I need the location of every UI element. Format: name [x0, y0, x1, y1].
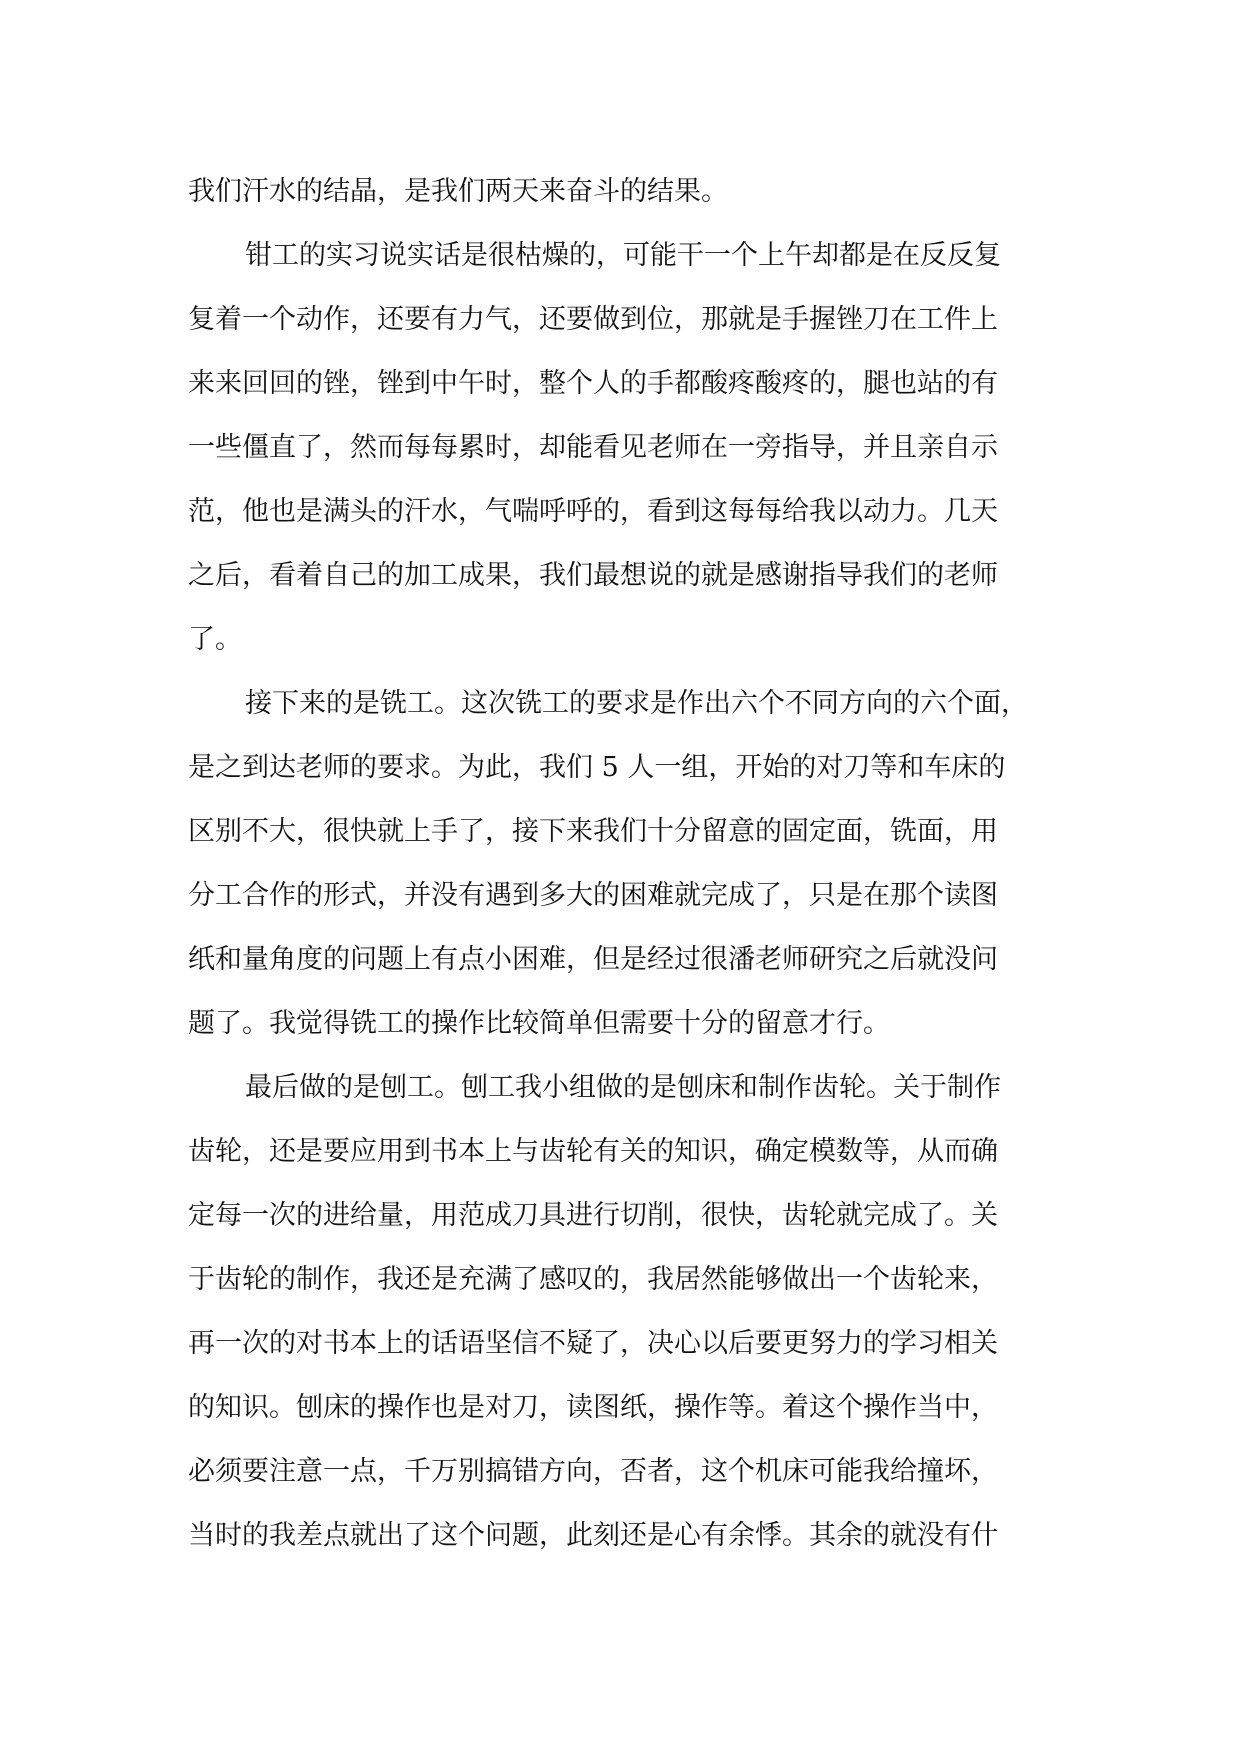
text-line: 之后，看着自己的加工成果，我们最想说的就是感谢指导我们的老师 [188, 560, 998, 591]
text-line: 钳工的实习说实话是很枯燥的，可能干一个上午却都是在反反复 [245, 240, 1001, 271]
text-line: 定每一次的进给量，用范成刀具进行切削，很快，齿轮就完成了。关 [188, 1200, 998, 1231]
text-line: 了。 [188, 624, 242, 655]
text-line: 的知识。刨床的操作也是对刀，读图纸，操作等。着这个操作当中， [188, 1392, 998, 1423]
text-line: 最后做的是刨工。刨工我小组做的是刨床和制作齿轮。关于制作 [245, 1072, 1001, 1103]
text-line: 来来回回的锉，锉到中午时，整个人的手都酸疼酸疼的，腿也站的有 [188, 368, 998, 399]
text-line: 分工合作的形式，并没有遇到多大的困难就完成了，只是在那个读图 [188, 880, 998, 911]
text-line: 是之到达老师的要求。为此，我们 5 人一组，开始的对刀等和车床的 [188, 752, 1006, 783]
text-line: 范，他也是满头的汗水，气喘呼呼的，看到这每每给我以动力。几天 [188, 496, 998, 527]
text-line: 一些僵直了，然而每每累时，却能看见老师在一旁指导，并且亲自示 [188, 432, 998, 463]
text-line: 齿轮，还是要应用到书本上与齿轮有关的知识，确定模数等，从而确 [188, 1136, 998, 1167]
text-line: 再一次的对书本上的话语坚信不疑了，决心以后要更努力的学习相关 [188, 1328, 998, 1359]
text-line: 于齿轮的制作，我还是充满了感叹的，我居然能够做出一个齿轮来， [188, 1264, 998, 1295]
text-line: 纸和量角度的问题上有点小困难，但是经过很潘老师研究之后就没问 [188, 944, 998, 975]
text-line: 区别不大，很快就上手了，接下来我们十分留意的固定面，铣面，用 [188, 816, 998, 847]
paragraph [188, 1056, 1058, 1568]
text-line: 接下来的是铣工。这次铣工的要求是作出六个不同方向的六个面， [245, 688, 1028, 719]
paragraph [188, 672, 1058, 1056]
paragraph [188, 160, 1058, 224]
paragraph [188, 224, 1058, 672]
text-line: 我们汗水的结晶，是我们两天来奋斗的结果。 [188, 176, 728, 207]
text-line: 复着一个动作，还要有力气，还要做到位，那就是手握锉刀在工件上 [188, 304, 998, 335]
text-line: 必须要注意一点，千万别搞错方向，否者，这个机床可能我给撞坏， [188, 1456, 998, 1487]
text-line: 当时的我差点就出了这个问题，此刻还是心有余悸。其余的就没有什 [188, 1520, 998, 1551]
text-line: 题了。我觉得铣工的操作比较简单但需要十分的留意才行。 [188, 1008, 890, 1039]
document-body [188, 160, 1058, 1568]
